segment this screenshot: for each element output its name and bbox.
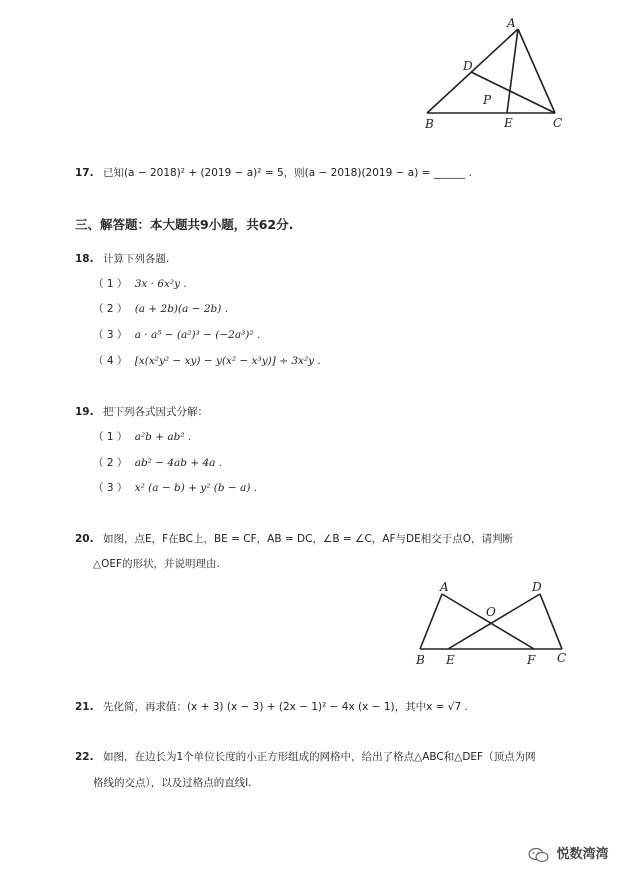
item-label: （ 2 ） (93, 457, 128, 469)
label-F: F (527, 653, 536, 667)
item-label: （ 1 ） (93, 278, 128, 290)
question-20-line-2: △OEF的形状，并说明理由. (93, 558, 220, 570)
item-label: （ 3 ） (93, 482, 128, 494)
item-expr: a²b + ab² . (134, 431, 192, 443)
label-D: D (532, 580, 542, 594)
q19-item-1 (93, 430, 191, 444)
question-text: 已知(a − 2018)² + (2019 − a)² = 5，则(a − 2018)(2019 − a) = ______ . (102, 167, 472, 179)
label-B: B (416, 653, 425, 667)
q19-item-2 (93, 456, 222, 470)
item-expr: ab² − 4ab + 4a . (134, 457, 223, 469)
question-22 (75, 750, 536, 764)
question-22-line-2: 格线的交点），以及过格点的直线l. (93, 777, 252, 789)
label-O: O (486, 605, 496, 619)
label-P: P (483, 93, 492, 107)
q18-item-3 (93, 328, 260, 342)
label-E: E (504, 116, 513, 130)
question-21 (75, 700, 468, 714)
question-17 (75, 166, 472, 180)
item-label: （ 1 ） (93, 431, 128, 443)
question-number: 20. (75, 533, 94, 545)
wechat-icon (528, 847, 550, 863)
item-expr: (a + 2b)(a − 2b) . (134, 303, 229, 315)
label-A: A (507, 16, 516, 30)
label-E: E (446, 653, 455, 667)
label-C: C (557, 651, 567, 665)
item-expr: 3x · 6x²y . (134, 278, 187, 290)
triangle-figure-2 (410, 576, 580, 671)
question-text: 计算下列各题. (102, 253, 170, 265)
question-text-line-1: 如图，点E，F在BC上，BE = CF，AB = DC，∠B = ∠C，AF与DE相交于点O，请判断 (102, 533, 513, 545)
q18-item-2 (93, 302, 228, 316)
question-number: 19. (75, 406, 94, 418)
question-number: 17. (75, 167, 94, 179)
question-number: 18. (75, 253, 94, 265)
item-label: （ 2 ） (93, 303, 128, 315)
question-text: 先化简，再求值：(x + 3) (x − 3) + (2x − 1)² − 4x (x − 1)，其中x = √7 . (102, 701, 468, 713)
item-expr: x² (a − b) + y² (b − a) . (134, 482, 258, 494)
question-text: 把下列各式因式分解： (102, 406, 208, 418)
question-20 (75, 532, 513, 546)
label-C: C (553, 116, 563, 130)
item-label: （ 4 ） (93, 355, 128, 367)
question-number: 21. (75, 701, 94, 713)
label-B: B (425, 117, 434, 131)
item-label: （ 3 ） (93, 329, 128, 341)
question-text-line-1: 如图，在边长为1个单位长度的小正方形组成的网格中，给出了格点△ABC和△DEF（顶点为网 (102, 751, 536, 763)
item-expr: a · a⁵ − (a²)³ − (−2a³)² . (134, 329, 261, 341)
label-A: A (440, 580, 449, 594)
watermark-text: 悦数湾湾 (556, 847, 609, 862)
q18-item-1 (93, 277, 187, 291)
section-title: 三、解答题：本大题共9小题，共62分. (75, 217, 294, 232)
question-number: 22. (75, 751, 94, 763)
q18-item-4 (93, 354, 321, 368)
watermark (528, 843, 609, 863)
item-expr: [x(x²y² − xy) − y(x² − x³y)] ÷ 3x²y . (134, 355, 321, 367)
question-19 (75, 405, 208, 419)
question-18 (75, 252, 169, 266)
label-D: D (463, 59, 473, 73)
q19-item-3 (93, 481, 257, 495)
triangle-figure-1 (415, 12, 575, 137)
